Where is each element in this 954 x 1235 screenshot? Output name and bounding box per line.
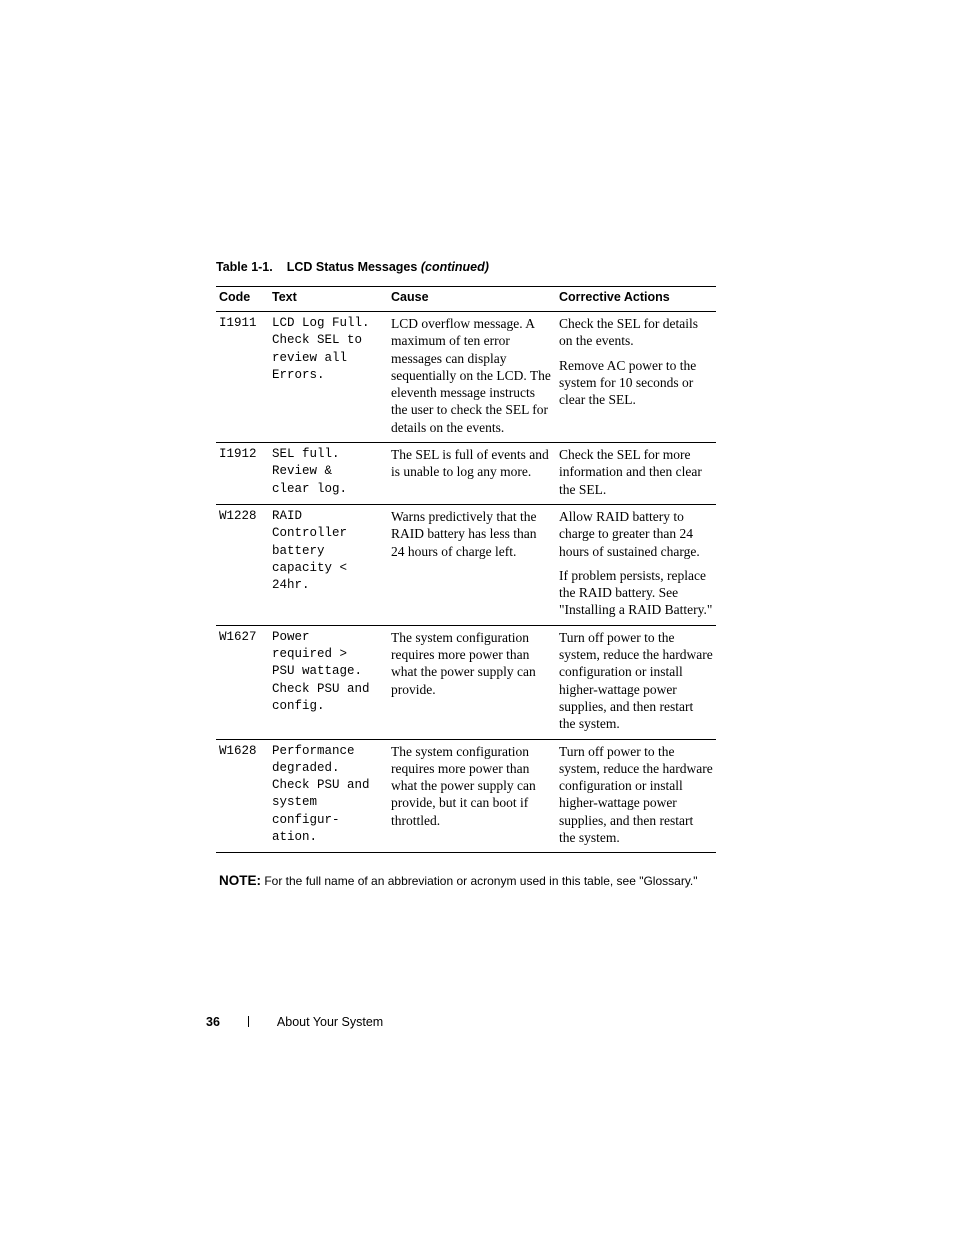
cell-text: Performance degraded. Check PSU and system configur- ation. — [269, 739, 388, 853]
action-paragraph: Remove AC power to the system for 10 seconds or clear the SEL. — [559, 357, 697, 408]
cell-cause: Warns predictively that the RAID battery has less than 24 hours of charge left. — [388, 504, 556, 625]
table-row — [216, 739, 716, 853]
table-caption — [216, 260, 489, 274]
note — [219, 873, 698, 888]
table-caption-continued: (continued) — [420, 260, 489, 274]
cell-text: RAID Controller battery capacity < 24hr. — [269, 504, 388, 625]
cell-corrective-actions — [556, 443, 716, 505]
note-text: For the full name of an abbreviation or acronym used in this table, see "Glossary." — [264, 874, 698, 888]
header-code: Code — [216, 287, 269, 312]
header-corrective-actions: Corrective Actions — [556, 287, 716, 312]
table-caption-label: Table 1-1. — [216, 260, 273, 274]
table-row — [216, 625, 716, 739]
action-paragraph: Check the SEL for details on the events. — [559, 316, 698, 349]
cell-cause: The SEL is full of events and is unable to log any more. — [388, 443, 556, 505]
footer-section-title: About Your System — [276, 1015, 384, 1029]
cell-cause: The system configuration requires more power than what the power supply can provide. — [388, 625, 556, 739]
header-cause: Cause — [388, 287, 556, 312]
cell-code: W1627 — [216, 625, 269, 739]
cell-cause: LCD overflow message. A maximum of ten error messages can display sequentially on the LCD. The eleventh message instructs the user to check the SEL for details on the events. — [388, 312, 556, 443]
cell-cause: The system configuration requires more power than what the power supply can provide, but it can boot if throttled. — [388, 739, 556, 853]
lcd-status-messages-table — [216, 286, 716, 853]
cell-corrective-actions — [556, 504, 716, 625]
cell-code: I1912 — [216, 443, 269, 505]
cell-text: LCD Log Full. Check SEL to review all Errors. — [269, 312, 388, 443]
page-footer — [206, 1015, 383, 1029]
note-label: NOTE: — [219, 873, 261, 888]
action-paragraph: Turn off power to the system, reduce the hardware configuration or install higher-wattage power supplies, and then restart the system. — [559, 629, 713, 732]
cell-code: W1628 — [216, 739, 269, 853]
action-paragraph: Allow RAID battery to charge to greater than 24 hours of sustained charge. — [559, 508, 700, 559]
cell-code: I1911 — [216, 312, 269, 443]
cell-text: SEL full. Review & clear log. — [269, 443, 388, 505]
action-paragraph: Check the SEL for more information and then clear the SEL. — [559, 447, 702, 497]
header-text: Text — [269, 287, 388, 312]
table-row — [216, 504, 716, 625]
action-paragraph: Turn off power to the system, reduce the hardware configuration or install higher-wattage power supplies, and then restart the system. — [559, 743, 713, 846]
footer-separator — [248, 1016, 249, 1027]
page-number: 36 — [206, 1015, 220, 1029]
action-paragraph: If problem persists, replace the RAID battery. See "Installing a RAID Battery." — [559, 567, 713, 618]
cell-code: W1228 — [216, 504, 269, 625]
table-caption-title: LCD Status Messages — [286, 260, 418, 274]
table-row — [216, 443, 716, 505]
cell-corrective-actions — [556, 739, 716, 853]
table-row — [216, 312, 716, 443]
cell-text: Power required > PSU wattage. Check PSU and config. — [269, 625, 388, 739]
cell-corrective-actions — [556, 625, 716, 739]
table-header-row — [216, 287, 716, 312]
cell-corrective-actions — [556, 312, 716, 443]
